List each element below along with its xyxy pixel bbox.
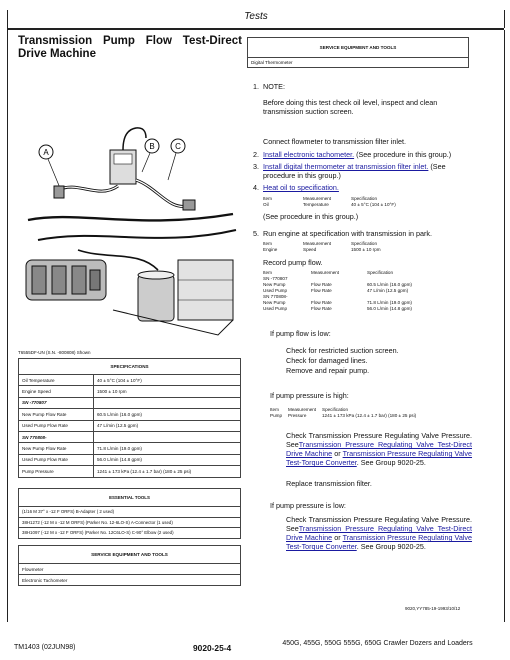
page-header — [7, 10, 505, 28]
svg-text:C: C — [175, 142, 181, 151]
essential-tool-row: (1/16 M 37° x -12 F ORFS) B-Adapter ( 2 used) — [19, 507, 241, 518]
svg-text:A: A — [43, 148, 49, 157]
essential-tool-row: 38H1097 (-12 M x -12 F ORFS) (Parker No. 12C6LO-S) C-90° Elbow (2 used) — [19, 528, 241, 539]
oil-spec-table: Item Measurement Specification Oil Temperature 40 ± 5°C (104 ± 10°F) — [263, 196, 396, 207]
step-5-number: 5. — [253, 229, 259, 238]
step-3-number: 3. — [253, 162, 259, 171]
engine-spec-table: Item Measurement Specification Engine Speed 1500 ± 10 rpm — [263, 241, 381, 252]
essential-tools-heading: ESSENTIAL TOOLS — [19, 489, 241, 507]
spec-row: Engine Speed 1500 ± 10 rpm — [19, 386, 241, 397]
regulating-valve-torque-converter-link-2[interactable]: Transmission Pressure Regulating Valve Test-Torque Converter — [286, 533, 473, 551]
footer-manual-id: TM1403 (02JUN98) — [14, 644, 76, 651]
callout-a — [39, 145, 60, 188]
footer-models: 450G, 455G, 550G 555G, 650G Crawler Dozers and Loaders — [282, 640, 473, 647]
flow-row: New Pump Flow Rate 60.5 L/min (16.0 gpm) — [263, 282, 412, 287]
spec-row: Used Pump Flow Rate 47 L/min (12.5 gpm) — [19, 420, 241, 431]
if-pressure-high-title: If pump pressure is high: — [270, 391, 349, 400]
callout-c — [168, 139, 185, 180]
filter-housing — [138, 260, 233, 321]
low-flow-line-1: Check for restricted suction screen. — [286, 346, 399, 355]
figure-caption: T6555DF-UN (S.N. -800808) Shown — [18, 350, 91, 355]
service-equipment-row: Electronic Tachometer — [19, 575, 241, 586]
flow-row: SN -770807 — [263, 276, 288, 281]
header-title: Tests — [244, 11, 268, 22]
step-2-text: Install electronic tachometer. (See procedure in this group.) — [263, 150, 452, 159]
service-equipment-table-left — [18, 545, 241, 586]
regulating-valve-direct-drive-link-2[interactable]: Transmission Pressure Regulating Valve Test-Direct Drive Machine — [286, 524, 472, 542]
step-4-text — [263, 183, 339, 192]
spec-row: Oil Temperature 40 ± 5°C (104 ± 10°F) — [19, 375, 241, 386]
flowmeter-hookup-illustration — [18, 110, 242, 345]
callout-b — [142, 139, 159, 172]
essential-tools-table — [18, 488, 241, 539]
essential-tool-row: 38H1272 (-12 M x -12 M ORFS) (Parker No. 12-6LO-S) A-Connector (1 used) — [19, 517, 241, 528]
step-1-title: NOTE: — [263, 82, 285, 91]
replace-filter: Replace transmission filter. — [286, 479, 372, 488]
reference-code: 9020,YY785-19-1993/10/12 — [405, 606, 461, 611]
service-equipment-row: Flowmeter — [19, 564, 241, 575]
transmission-pump — [26, 260, 106, 300]
svg-text:B: B — [149, 142, 155, 151]
service-equipment-table-right — [247, 37, 469, 68]
step-2-number: 2. — [253, 150, 259, 159]
footer-page-number: 9020-25-4 — [193, 643, 232, 653]
flow-row: New Pump Flow Rate 71.8 L/min (19.0 gpm) — [263, 300, 412, 305]
step-4-number: 4. — [253, 183, 259, 192]
step-1-connect: Connect flowmeter to transmission filter inlet. — [263, 137, 407, 146]
if-flow-low-title: If pump flow is low: — [270, 329, 331, 338]
section-title: Transmission Pump Flow Test-Direct Drive Machine — [18, 35, 242, 60]
pressure-low-instructions: Check Transmission Pressure Regulating Valve Pressure. SeeTransmission Pressure Regulating Valve Test-Direct Drive Machine or Transmission Pressure Regulating Valve Test-Torque Converter. See Group 9020-25. — [286, 515, 473, 551]
specifications-table — [18, 358, 241, 478]
flowmeter — [110, 128, 146, 184]
step-4-after: (See procedure in this group.) — [263, 212, 359, 221]
step-1-note: Before doing this test check oil level, inspect and clean transmission suction screen. — [263, 98, 438, 116]
spec-row: SN -770807 — [19, 397, 241, 408]
pump-flow-table: Item Measurement Specification SN -770807 New Pump Flow Rate 60.5 L/min (16.0 gpm) Used Pump Flow Rate 47 L/min (12.5 gpm) SN 770808- New Pump Flow Rate 71.8 L/min (19.0 gpm) Used Pump Flow Rate 56.0 L/min (14.8 gpm) — [263, 270, 412, 311]
spec-row: Pump Pressure 1241 ± 173 kPa (12.4 ± 1.7 bar) (180 ± 25 psi) — [19, 466, 241, 477]
service-equipment-heading: SERVICE EQUIPMENT AND TOOLS — [19, 546, 241, 564]
install-thermometer-link[interactable]: Install digital thermometer at transmission filter inlet. — [263, 162, 429, 171]
service-equipment-heading: SERVICE EQUIPMENT AND TOOLS — [248, 38, 469, 58]
low-flow-line-3: Remove and repair pump. — [286, 366, 370, 375]
pump-pressure-table: Item Measurement Specification Pump Pressure 1241 ± 173 kPa (12.4 ± 1.7 bar) (180 ± 25 psi) — [270, 407, 417, 418]
specifications-heading: SPECIFICATIONS — [19, 359, 241, 375]
low-flow-line-2: Check for damaged lines. — [286, 356, 368, 365]
spec-row: New Pump Flow Rate 71.8 L/min (19.0 gpm) — [19, 443, 241, 454]
if-pressure-low-title: If pump pressure is low: — [270, 501, 346, 510]
regulating-valve-direct-drive-link[interactable]: Transmission Pressure Regulating Valve Test-Direct Drive Machine — [286, 440, 472, 458]
spec-row: Used Pump Flow Rate 56.0 L/min (14.8 gpm) — [19, 454, 241, 465]
record-pump-flow: Record pump flow. — [263, 258, 323, 267]
heat-oil-link[interactable]: Heat oil to specification. — [263, 183, 339, 192]
step-1-number: 1. — [253, 82, 259, 91]
flow-row: Used Pump Flow Rate 47 L/min (12.5 gpm) — [263, 288, 409, 293]
flow-row: Used Pump Flow Rate 56.0 L/min (14.8 gpm) — [263, 306, 412, 311]
step-3-text: Install digital thermometer at transmission filter inlet. (See procedure in this group.) — [263, 162, 446, 180]
step-5-text: Run engine at specification with transmission in park. — [263, 229, 432, 238]
pressure-high-instructions: Check Transmission Pressure Regulating Valve Pressure. SeeTransmission Pressure Regulating Valve Test-Direct Drive Machine or Transmission Pressure Regulating Valve Test-Torque Converter. See Group 9020-25. — [286, 431, 473, 467]
flow-row: SN 770808- — [263, 294, 288, 299]
install-tachometer-link[interactable]: Install electronic tachometer. — [263, 150, 355, 159]
service-equipment-row: Digital Thermometer — [248, 58, 469, 68]
spec-row: New Pump Flow Rate 60.5 L/min (16.0 gpm) — [19, 409, 241, 420]
spec-row: SN 770808- — [19, 431, 241, 442]
regulating-valve-torque-converter-link[interactable]: Transmission Pressure Regulating Valve Test-Torque Converter — [286, 449, 473, 467]
